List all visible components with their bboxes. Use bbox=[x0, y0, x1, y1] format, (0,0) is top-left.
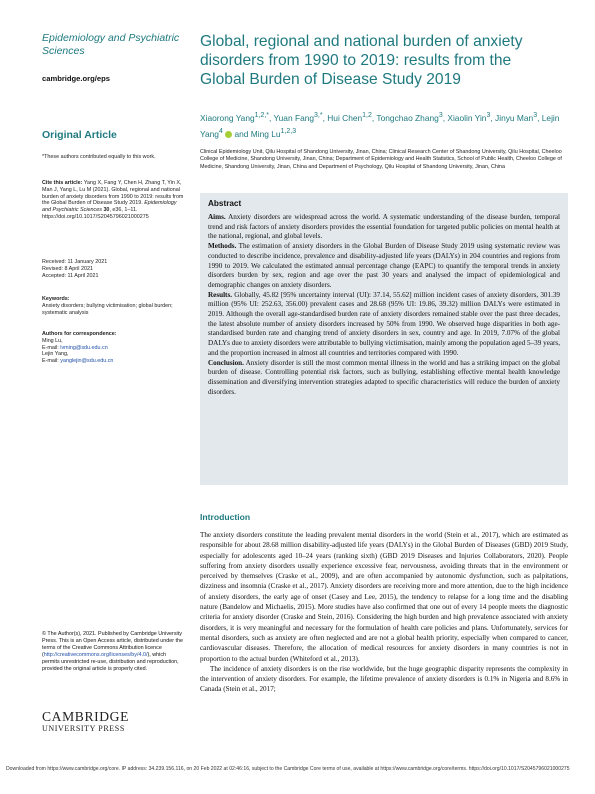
keywords bbox=[42, 296, 184, 316]
corr-email-label-2: E-mail: bbox=[42, 358, 59, 365]
affiliations: Clinical Epidemiology Unit, Qilu Hospital of Shandong University, Jinan, China; Clinical Research Center of Shandong University, Qilu Hospital, Cheeloo College of Medicine, Shandong University, Jinan, China; Department of Epidemiology and Health Statistics, School of Public Health, Cheeloo College of Medicine, Shandong University, Jinan, China and Department of Psychology, Qilu Hospital of Shandong University, Jinan, China bbox=[200, 149, 562, 170]
intro-paragraph-2: The incidence of anxiety disorders is on the rise worldwide, but the huge geographic disparity represents the complexity in the intervention of anxiety disorders. For example, the lifetime prevalence of anxiety disorders is 0.1% in Nigeria and 8.6% in Canada (Stein et al., 2017; bbox=[200, 664, 568, 694]
abstract-methods: Methods. The estimation of anxiety disorders in the Global Burden of Disease Study 2019 using systematic review was conducted to describe incidence, prevalence and disability-adjusted life years (DALYs) in 204 countries and regions from 1990 to 2019. We calculated the estimated annual percentage change (EAPC) to quantify the temporal trends in anxiety disorders burden by sex, region and age over the past 30 years and analysed the impact of epidemiological and demographic changes on anxiety disorders. bbox=[208, 242, 561, 289]
copyright-notice: © The Author(s), 2021. Published by Cambridge University Press. This is an Open Access article, distributed under the terms of the Creative Commons Attribution licence (http://creativecommons.org/licenses/by/4.0/), which permits unrestricted re-use, distribution and reproduction, provided the original article is properly cited. bbox=[42, 631, 184, 672]
author[interactable]: Ming Lu$^{1,2,3}$ bbox=[250, 127, 297, 139]
and-word: and bbox=[234, 128, 249, 139]
abstract-heading: Abstract bbox=[208, 199, 242, 208]
publisher-logo: CAMBRIDGE UNIVERSITY PRESS bbox=[42, 709, 129, 733]
download-footer: Downloaded from https://www.cambridge.org/core. IP address: 34.239.156.116, on 20 Feb 2022 at 02:46:16, subject to the Cambridge Core terms of use, available at https://www.cambridge.org/core/terms. https://doi.org/10.1017/S2045796021000275 bbox=[6, 766, 570, 772]
author[interactable]: Jinyu Man$^3$ bbox=[495, 112, 538, 123]
sidebar bbox=[42, 32, 184, 83]
journal-name: Epidemiology and Psychiatric Sciences bbox=[42, 32, 180, 57]
journal-site-link[interactable]: cambridge.org/eps bbox=[42, 74, 110, 83]
corr-email-label-1: E-mail: bbox=[42, 344, 59, 351]
corr-email-1[interactable]: lvming@sdu.edu.cn bbox=[60, 344, 108, 351]
accepted-date: Accepted: 11 April 2021 bbox=[42, 272, 99, 279]
author[interactable]: Tongchao Zhang$^3$ bbox=[376, 112, 443, 123]
author-list: Xiaorong Yang$^{1,2,*}$, Yuan Fang$^{3,*}$, Hui Chen$^{1,2}$, Tongchao Zhang$^3$, Xiaolin Yin$^3$, Jinyu Man$^3$, Lejin Yang$^4$ and Ming Lu$^{1,2,3}$ bbox=[200, 112, 560, 139]
contrib-note: *These authors contributed equally to this work. bbox=[42, 154, 156, 160]
corr-email-2[interactable]: yanglejin@sdu.edu.cn bbox=[60, 358, 114, 365]
abstract-conclusion: Conclusion. Anxiety disorder is still the most common mental illness in the world and has a striking impact on the global burden of disease. Controlling potential risk factors, such as bullying, establishing effective mental health knowledge dissemination and diversifying intervention strategies adapted to specific characteristics will reduce the burden of anxiety disorders. bbox=[208, 358, 560, 396]
dates bbox=[42, 259, 184, 279]
author[interactable]: Xiaorong Yang$^{1,2,*}$ bbox=[200, 112, 270, 123]
cite-text: Yang X, Fang Y, Chen H, Zhang T, Yin X, Man J, Yang L, Lu M (2021). Global, regional and national burden of anxiety disorders from 1990 to 2019: results from the Global Burden of Disease Study 2019. bbox=[42, 180, 184, 207]
abstract-box bbox=[200, 193, 568, 485]
revised-date: Revised: 8 April 2021 bbox=[42, 265, 93, 272]
author[interactable]: Yuan Fang$^{3,*}$ bbox=[273, 112, 323, 123]
abstract-results: Results. Globally, 45.82 [95% uncertainty interval (UI): 37.14, 55.62] million incident cases of anxiety disorders, 301.39 million (95% UI: 252.63, 356.00) prevalent cases and 28.68 (95% UI: 19.86, 39.32) million DALYs were estimated in 2019. Although the overall age-standardised burden rate of anxiety disorders remained stable over the past three decades, the latest absolute number of anxiety disorders increased by 50% from 1990. We observed huge disparities in both age-standardised burden rate and changing trend of anxiety disorders in sex, country and age. In 2019, 7.07% of the global DALYs due to anxiety disorders were attributable to bullying victimisation, mainly among the population aged 5–39 years, and the proportion increased in almost all countries and territories compared with 1990. bbox=[208, 290, 560, 357]
author[interactable]: Xiaolin Yin$^3$ bbox=[447, 112, 491, 123]
abstract-aims: Aims. Anxiety disorders are widespread across the world. A systematic understanding of the disease burden, temporal trend and risk factors of anxiety disorders provides the essential foundation for targeted public policies on mental health at the national, regional, and global levels. bbox=[208, 213, 560, 241]
author[interactable]: Hui Chen$^{1,2}$ bbox=[327, 112, 372, 123]
intro-heading: Introduction bbox=[200, 512, 251, 522]
citation bbox=[42, 180, 184, 221]
intro-paragraph-1: The anxiety disorders constitute the leading prevalent mental disorders in the world (Stein et al., 2017), which are estimated as responsible for about 28.68 million disability-adjusted life years (DALYs) in the Global Burden of Diseases (GBD) 2019 Study, especially for adolescents aged 10–24 years (ranking sixth) (GBD 2019 Diseases and Injuries Collaborators, 2020). People suffering from anxiety disorders usually experience excessive fear, nervousness, avoiding threats that in the environment or perceived by themselves (Craske et al., 2009), and are often accompanied by autonomic dysfunction, such as palpitations, dizziness and insomnia (Craske et al., 2017). Anxiety disorders are receiving more and more attention, due to the high incidence of anxiety disorders, the early age of onset (Casey and Lee, 2015), the tendency to relapse for a long time and the disabling nature (Bandelow and Michaelis, 2015). More studies have also confirmed that one out of every 14 people meets the diagnostic criteria for anxiety disorder (Craske and Stein, 2016). Considering the high burden and high prevalence associated with anxiety disorders, it is very meaningful and necessary for the formulation of health care policies and plans. Unfortunately, services for mental disorders, such as anxiety are often neglected and are not a global health priority, especially when compared to cancer, cardiovascular diseases. Therefore, the allocation of medical resources for anxiety disorders in many countries is not in proportion to the actual burden (Whiteford et al., 2013). bbox=[200, 531, 568, 663]
article-title: Global, regional and national burden of anxiety disorders from 1990 to 2019: results from the Global Burden of Disease Study 2019 bbox=[200, 33, 523, 88]
keywords-label: Keywords: bbox=[42, 296, 70, 302]
keywords-text: Anxiety disorders; bullying victimisation; global burden; systematic analysis bbox=[42, 302, 173, 316]
orcid-icon[interactable] bbox=[225, 131, 232, 138]
cite-volume: 30 bbox=[103, 207, 110, 214]
corr-label: Authors for correspondence: bbox=[42, 331, 117, 337]
article-type: Original Article bbox=[42, 129, 117, 141]
license-link[interactable]: http://creativecommons.org/licenses/by/4.0/ bbox=[43, 651, 148, 658]
cite-doi[interactable]: , e36, 1–11. https://doi.org/10.1017/S2045796021000275 bbox=[42, 207, 149, 220]
received-date: Received: 11 January 2021 bbox=[42, 259, 108, 265]
author[interactable]: Lejin Yang$^4$ bbox=[200, 112, 560, 139]
corr-name-1: Ming Lu, bbox=[42, 337, 63, 344]
correspondence bbox=[42, 331, 184, 365]
corr-name-2: Lejin Yang, bbox=[42, 351, 69, 358]
cite-journal: Epidemiology and Psychiatric Sciences bbox=[42, 200, 177, 214]
cite-label: Cite this article: bbox=[42, 180, 83, 186]
intro-body bbox=[200, 530, 568, 695]
